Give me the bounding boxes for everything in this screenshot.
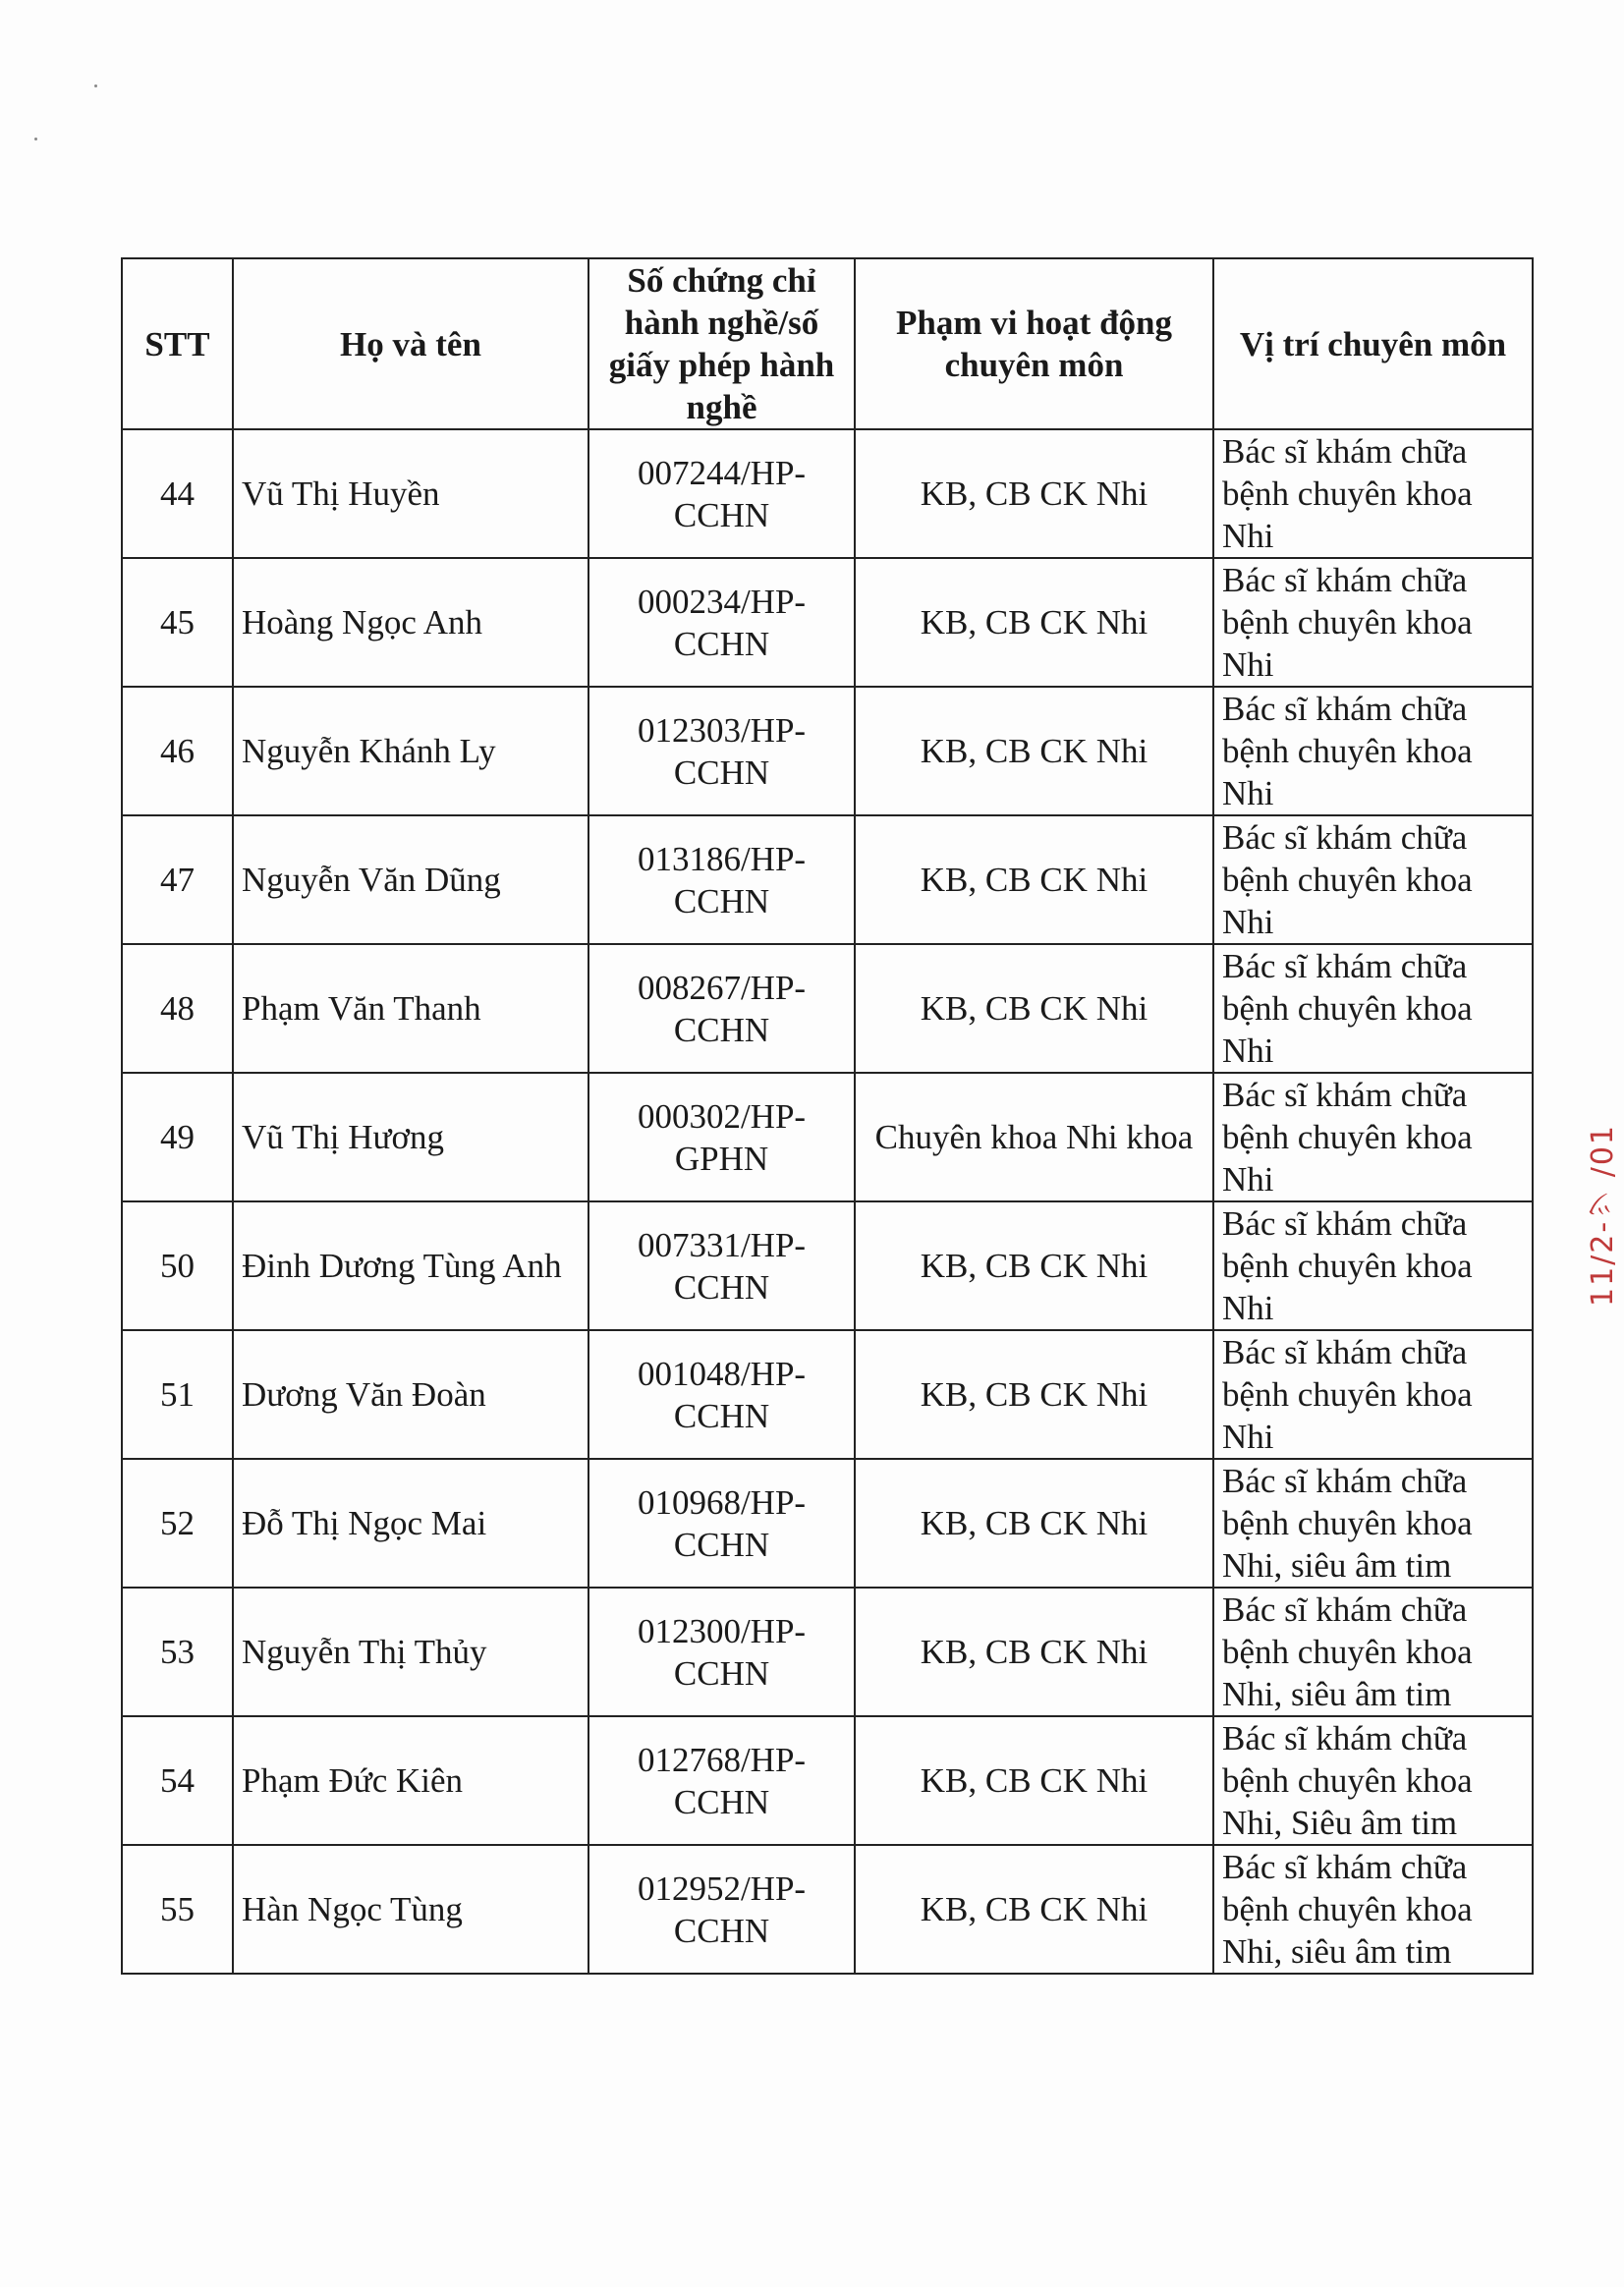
table-row xyxy=(122,1073,1533,1201)
cell-name: Nguyễn Khánh Ly xyxy=(233,687,588,815)
table-row xyxy=(122,815,1533,944)
cell-scope: KB, CB CK Nhi xyxy=(855,429,1213,558)
cell-cert: 010968/HP-CCHN xyxy=(588,1459,855,1588)
cell-scope: KB, CB CK Nhi xyxy=(855,1588,1213,1716)
cell-stt: 44 xyxy=(122,429,233,558)
table-row xyxy=(122,1330,1533,1459)
cell-stt: 46 xyxy=(122,687,233,815)
cell-stt: 45 xyxy=(122,558,233,687)
cell-stt: 48 xyxy=(122,944,233,1073)
header-scope: Phạm vi hoạt động chuyên môn xyxy=(855,258,1213,429)
table-header xyxy=(122,258,1533,429)
cell-name: Vũ Thị Hương xyxy=(233,1073,588,1201)
table-row xyxy=(122,1588,1533,1716)
cell-name: Phạm Văn Thanh xyxy=(233,944,588,1073)
cell-name: Nguyễn Thị Thủy xyxy=(233,1588,588,1716)
cell-stt: 47 xyxy=(122,815,233,944)
cell-position: Bác sĩ khám chữa bệnh chuyên khoa Nhi xyxy=(1213,815,1533,944)
cell-position: Bác sĩ khám chữa bệnh chuyên khoa Nhi xyxy=(1213,944,1533,1073)
header-name: Họ và tên xyxy=(233,258,588,429)
cell-position: Bác sĩ khám chữa bệnh chuyên khoa Nhi xyxy=(1213,429,1533,558)
cell-scope: KB, CB CK Nhi xyxy=(855,687,1213,815)
cell-scope: Chuyên khoa Nhi khoa xyxy=(855,1073,1213,1201)
cell-cert: 000234/HP-CCHN xyxy=(588,558,855,687)
cell-scope: KB, CB CK Nhi xyxy=(855,1459,1213,1588)
cell-position: Bác sĩ khám chữa bệnh chuyên khoa Nhi, siêu âm tim xyxy=(1213,1588,1533,1716)
cell-position: Bác sĩ khám chữa bệnh chuyên khoa Nhi, Siêu âm tim xyxy=(1213,1716,1533,1845)
handwritten-margin-note: 11/2-ツ /01 xyxy=(1586,1123,1620,1307)
cell-scope: KB, CB CK Nhi xyxy=(855,1716,1213,1845)
table-row xyxy=(122,558,1533,687)
header-stt: STT xyxy=(122,258,233,429)
header-position: Vị trí chuyên môn xyxy=(1213,258,1533,429)
cell-stt: 51 xyxy=(122,1330,233,1459)
cell-stt: 52 xyxy=(122,1459,233,1588)
table-body xyxy=(122,429,1533,1974)
cell-stt: 50 xyxy=(122,1201,233,1330)
cell-name: Đỗ Thị Ngọc Mai xyxy=(233,1459,588,1588)
cell-scope: KB, CB CK Nhi xyxy=(855,815,1213,944)
cell-scope: KB, CB CK Nhi xyxy=(855,558,1213,687)
cell-scope: KB, CB CK Nhi xyxy=(855,1330,1213,1459)
table-row xyxy=(122,429,1533,558)
table-row xyxy=(122,1845,1533,1974)
cell-cert: 007331/HP-CCHN xyxy=(588,1201,855,1330)
cell-name: Hoàng Ngọc Anh xyxy=(233,558,588,687)
cell-stt: 49 xyxy=(122,1073,233,1201)
cell-position: Bác sĩ khám chữa bệnh chuyên khoa Nhi, siêu âm tim xyxy=(1213,1459,1533,1588)
cell-name: Nguyễn Văn Dũng xyxy=(233,815,588,944)
cell-name: Phạm Đức Kiên xyxy=(233,1716,588,1845)
cell-stt: 53 xyxy=(122,1588,233,1716)
cell-name: Dương Văn Đoàn xyxy=(233,1330,588,1459)
cell-scope: KB, CB CK Nhi xyxy=(855,944,1213,1073)
header-cert: Số chứng chỉ hành nghề/số giấy phép hành nghề xyxy=(588,258,855,429)
cell-cert: 000302/HP-GPHN xyxy=(588,1073,855,1201)
table-row xyxy=(122,944,1533,1073)
cell-cert: 001048/HP-CCHN xyxy=(588,1330,855,1459)
table-row xyxy=(122,1716,1533,1845)
cell-stt: 54 xyxy=(122,1716,233,1845)
cell-scope: KB, CB CK Nhi xyxy=(855,1201,1213,1330)
cell-cert: 008267/HP-CCHN xyxy=(588,944,855,1073)
cell-cert: 012768/HP-CCHN xyxy=(588,1716,855,1845)
cell-name: Đinh Dương Tùng Anh xyxy=(233,1201,588,1330)
cell-cert: 012300/HP-CCHN xyxy=(588,1588,855,1716)
cell-stt: 55 xyxy=(122,1845,233,1974)
scan-speck xyxy=(94,84,97,87)
cell-position: Bác sĩ khám chữa bệnh chuyên khoa Nhi xyxy=(1213,1330,1533,1459)
cell-cert: 012303/HP-CCHN xyxy=(588,687,855,815)
table-row xyxy=(122,1201,1533,1330)
header-row xyxy=(122,258,1533,429)
cell-position: Bác sĩ khám chữa bệnh chuyên khoa Nhi, siêu âm tim xyxy=(1213,1845,1533,1974)
scan-speck xyxy=(34,138,37,140)
cell-name: Vũ Thị Huyền xyxy=(233,429,588,558)
cell-position: Bác sĩ khám chữa bệnh chuyên khoa Nhi xyxy=(1213,687,1533,815)
table-row xyxy=(122,687,1533,815)
cell-cert: 007244/HP-CCHN xyxy=(588,429,855,558)
cell-scope: KB, CB CK Nhi xyxy=(855,1845,1213,1974)
cell-position: Bác sĩ khám chữa bệnh chuyên khoa Nhi xyxy=(1213,1073,1533,1201)
staff-table xyxy=(121,257,1534,1975)
cell-position: Bác sĩ khám chữa bệnh chuyên khoa Nhi xyxy=(1213,1201,1533,1330)
cell-name: Hàn Ngọc Tùng xyxy=(233,1845,588,1974)
cell-position: Bác sĩ khám chữa bệnh chuyên khoa Nhi xyxy=(1213,558,1533,687)
cell-cert: 013186/HP-CCHN xyxy=(588,815,855,944)
cell-cert: 012952/HP-CCHN xyxy=(588,1845,855,1974)
table-row xyxy=(122,1459,1533,1588)
